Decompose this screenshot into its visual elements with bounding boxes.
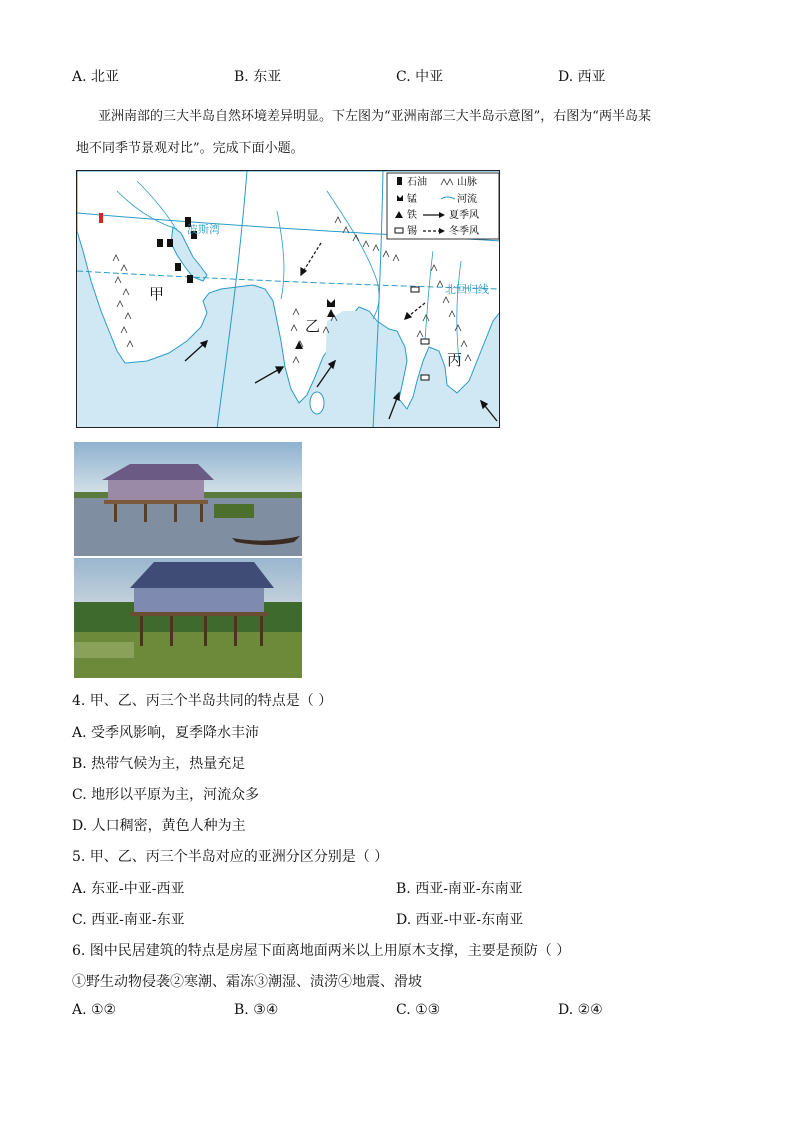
intro-line-2: 地不同季节景观对比”。完成下面小题。 (76, 141, 304, 156)
q5-option-c: C. 西亚-南亚-东亚 (72, 912, 185, 928)
red-marker (99, 213, 103, 223)
tin-symbol-2 (421, 339, 429, 344)
q4-stem: 4. 甲、乙、丙三个半岛共同的特点是（ ） (72, 693, 333, 709)
q4-option-d: D. 人口稠密，黄色人种为主 (72, 818, 246, 834)
q6-option-c: C. ①③ (396, 1002, 441, 1018)
q3-option-b: B. 东亚 (234, 69, 282, 85)
peninsula-map (76, 170, 500, 428)
legend-mountain: 山脉 (457, 177, 477, 188)
legend-oil: 石油 (407, 177, 427, 188)
q4-option-b: B. 热带气候为主，热量充足 (72, 756, 246, 772)
yi-label: 乙 (305, 317, 321, 335)
legend-winter-monsoon: 冬季风 (449, 226, 479, 237)
map-legend (387, 173, 499, 239)
tropic-label: 北回归线 (445, 283, 489, 296)
legend-manganese: 锰 (407, 194, 417, 205)
q6-option-b: B. ③④ (234, 1002, 279, 1018)
q5-stem: 5. 甲、乙、丙三个半岛对应的亚洲分区分别是（ ） (72, 849, 389, 865)
q5-option-d: D. 西亚-中亚-东南亚 (396, 912, 524, 928)
intro-line-1: 亚洲南部的三大半岛自然环境差异明显。下左图为“亚洲南部三大半岛示意图”，右图为“两半岛某 (98, 109, 651, 124)
jia-label: 甲 (149, 285, 165, 303)
q5-option-b: B. 西亚-南亚-东南亚 (396, 881, 523, 897)
map-svg (77, 171, 500, 428)
q6-stem: 6. 图中民居建筑的特点是房屋下面离地面两米以上用原木支撑，主要是预防（ ） (72, 943, 571, 959)
q4-option-c: C. 地形以平原为主，河流众多 (72, 787, 260, 803)
q6-option-d: D. ②④ (558, 1002, 603, 1018)
q3-option-d: D. 西亚 (558, 69, 606, 85)
legend-tin: 锡 (407, 226, 417, 237)
photo-dry-season (74, 558, 302, 678)
sri-lanka (310, 392, 324, 414)
q5-option-a: A. 东亚-中亚-西亚 (72, 881, 185, 897)
q6-option-a: A. ①② (72, 1002, 117, 1018)
gulf-label: 波斯湾 (187, 223, 220, 236)
tin-symbol-3 (421, 375, 429, 380)
photo-flooded-season (74, 442, 302, 556)
legend-river: 河流 (457, 194, 477, 205)
bing-label: 丙 (447, 351, 463, 369)
q3-option-a: A. 北亚 (72, 69, 120, 85)
q3-option-c: C. 中亚 (396, 69, 444, 85)
legend-iron: 铁 (407, 210, 417, 221)
tin-symbol-1 (411, 287, 419, 292)
q6-sub-items: ①野生动物侵袭②寒潮、霜冻③潮湿、渍涝④地震、滑坡 (72, 974, 422, 990)
legend-summer-monsoon: 夏季风 (449, 210, 479, 221)
q4-option-a: A. 受季风影响，夏季降水丰沛 (72, 725, 260, 741)
